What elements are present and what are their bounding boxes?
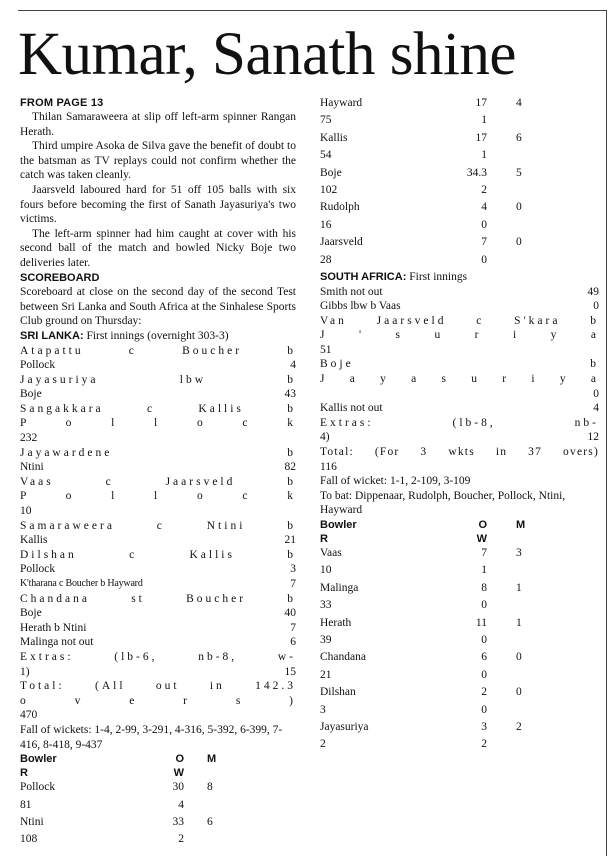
bowler-maidens: 4 <box>516 97 522 109</box>
sl-fall-of-wickets: Fall of wickets: 1-4, 2-99, 3-291, 4-316, 5-392, 6-399, 7-416, 8-418, 9-437 <box>20 723 283 751</box>
sa-bowling-table-cont <box>320 96 599 270</box>
batting-entry <box>20 577 296 592</box>
batting-row <box>320 285 599 300</box>
batting-row <box>20 533 296 548</box>
total-runs: 470 <box>20 709 38 722</box>
bowler-runs: 108 <box>20 833 38 846</box>
bowling-header-2 <box>20 766 296 780</box>
batting-entry <box>20 621 296 636</box>
team-name: SOUTH AFRICA: <box>320 270 407 283</box>
scoreboard-heading: SCOREBOARD <box>20 271 100 284</box>
dismissal-bowler: Pollock <box>20 359 56 372</box>
left-column <box>20 96 296 850</box>
bowler-wickets: 4 <box>178 798 184 811</box>
batting-row <box>20 577 296 592</box>
batting-entry <box>20 373 296 402</box>
sa-total <box>320 445 599 474</box>
batsman-runs: 3 <box>290 563 296 576</box>
bowling-row <box>320 650 599 667</box>
extras-runs: 15 <box>284 665 296 678</box>
bowler-overs: 17 <box>475 97 487 109</box>
bowler-runs: 3 <box>320 703 326 716</box>
batsman-dismissal: Herath b Ntini <box>20 621 87 634</box>
bowling-row <box>320 96 599 113</box>
batsman-runs: 6 <box>290 636 296 649</box>
bowling-header-2 <box>320 532 599 546</box>
batting-row <box>320 299 599 314</box>
runs-col-label: R <box>320 533 328 545</box>
bowling-row-2 <box>320 113 599 130</box>
bowling-row-2 <box>320 598 599 615</box>
article-paragraph: The left-arm spinner had him caught at cover with his second ball of the match and bowled Nicky Boje two deliveries later. <box>20 227 296 269</box>
batsman-runs: 7 <box>290 621 296 634</box>
bowling-row-2 <box>320 218 599 235</box>
sl-batting-list <box>20 344 296 650</box>
total-runs: 116 <box>320 460 337 473</box>
batting-entry <box>20 402 296 446</box>
batsman-runs: 0 <box>593 300 599 313</box>
sa-bowling-rows <box>20 780 296 850</box>
dismissal-bowler: Boje <box>20 607 42 620</box>
bowler-name: Pollock <box>20 781 56 794</box>
sa-extras <box>320 416 599 445</box>
bowling-row-2 <box>20 798 296 815</box>
team-name: SRI LANKA: <box>20 329 84 342</box>
batsman-dismissal: Jayasuriya lbw b <box>20 373 296 386</box>
bowler-wickets: 2 <box>481 738 487 751</box>
sa-bowling-rows-cont <box>320 96 599 270</box>
batting-row <box>20 635 296 650</box>
sa-innings-heading <box>320 270 599 285</box>
bowler-maidens: 3 <box>516 547 522 559</box>
article-paragraph: Thilan Samaraweera at slip off left-arm spinner Rangan Herath. <box>20 111 296 138</box>
batting-entry <box>20 519 296 548</box>
bowling-row-2 <box>320 253 599 270</box>
batsman-dismissal: Kallis not out <box>320 402 383 415</box>
extras-cont: 4) <box>320 431 330 444</box>
batting-entry <box>20 592 296 621</box>
bowler-name: Rudolph <box>320 201 360 214</box>
bowling-row-2 <box>320 563 599 580</box>
total-line: Total: (For 3 wkts in 37 overs) <box>320 446 599 459</box>
dismissal-bowler: Ntini <box>20 461 44 474</box>
bowler-wickets: 0 <box>481 599 487 612</box>
bowler-runs: 10 <box>320 564 332 577</box>
batsman-dismissal: Gibbs lbw b Vaas <box>320 300 401 313</box>
batsman-runs: 4 <box>290 359 296 372</box>
batsman-dismissal: Atapattu c Boucher b <box>20 344 296 357</box>
bowler-name: Boje <box>320 166 342 179</box>
batsman-dismissal: Van Jaarsveld c S'kara b <box>320 314 599 327</box>
bowler-overs: 33 <box>172 815 184 828</box>
batting-row <box>20 621 296 636</box>
sl-innings-heading <box>20 329 296 344</box>
overs-col-label: O <box>175 753 184 766</box>
bowler-wickets: 1 <box>481 149 487 162</box>
bowling-row <box>320 720 599 737</box>
batsman-runs: 49 <box>587 285 599 298</box>
bowler-runs: 75 <box>320 114 332 127</box>
bowler-runs: 81 <box>20 798 32 811</box>
dismissal-bowler: P o l l o c k <box>20 417 296 430</box>
batting-entry <box>20 635 296 650</box>
bowler-col-label: Bowler <box>320 519 357 531</box>
bowler-maidens: 8 <box>207 781 213 794</box>
bowler-runs: 28 <box>320 253 332 266</box>
bowler-maidens: 0 <box>516 236 522 249</box>
top-rule <box>18 10 606 11</box>
bowler-name: Hayward <box>320 97 363 109</box>
bowler-name: Jayasuriya <box>320 720 369 733</box>
bowler-overs: 6 <box>481 651 487 664</box>
bowler-runs: 21 <box>320 668 332 681</box>
bowler-runs: 2 <box>320 738 326 751</box>
batting-entry <box>20 548 296 577</box>
batting-row <box>20 460 296 475</box>
bowler-overs: 8 <box>481 581 487 594</box>
batsman-runs: 0 <box>593 387 599 400</box>
scoreboard-intro: Scoreboard at close on the second day of the second Test between Sri Lanka and South Africa at the Sinhalese Sports Club ground on Thursday: <box>20 286 296 328</box>
batsman-dismissal: Samaraweera c Ntini b <box>20 519 296 532</box>
bowling-row <box>320 200 599 217</box>
bowler-overs: 17 <box>475 131 487 144</box>
bowler-overs: 7 <box>481 547 487 559</box>
bowler-maidens: 2 <box>516 720 522 733</box>
extras-line: Extras: (lb-6, nb-8, w- <box>20 650 296 663</box>
batting-entry <box>320 357 599 401</box>
batsman-dismissal: Chandana st Boucher b <box>20 592 296 605</box>
bowling-header <box>20 752 296 766</box>
bowler-overs: 11 <box>475 616 487 629</box>
batting-row <box>20 387 296 402</box>
article-paragraph: Jaarsveld laboured hard for 51 off 105 balls with six fours before becoming the first of Sanath Jayasuriya's two victims. <box>20 183 296 226</box>
innings-desc: First innings (overnight 303-3) <box>86 329 229 342</box>
batsman-runs: 4 <box>593 402 599 415</box>
bowler-maidens: 1 <box>516 616 522 629</box>
article-paragraph: Third umpire Asoka de Silva gave the benefit of doubt to the batsman as TV replays could not confirm whether the catch was taken cleanly. <box>20 140 296 182</box>
batting-row <box>20 431 296 446</box>
bowling-row <box>320 235 599 252</box>
bowler-overs: 30 <box>172 781 184 794</box>
sa-batting-list <box>320 285 599 416</box>
batsman-dismissal: Malinga not out <box>20 636 94 649</box>
batting-row <box>20 358 296 373</box>
bowler-overs: 34.3 <box>466 166 487 179</box>
batsman-runs: 40 <box>284 607 296 620</box>
bowler-name: Dilshan <box>320 686 356 699</box>
batting-row <box>320 387 599 402</box>
extras-line: Extras: (lb-8, nb- <box>320 416 599 429</box>
batting-row <box>20 504 296 519</box>
sl-total <box>20 679 296 723</box>
bowler-wickets: 0 <box>481 218 487 231</box>
bowler-name: Kallis <box>320 131 348 144</box>
bowler-maidens: 6 <box>207 815 213 828</box>
batsman-dismissal: Jayawardene b <box>20 446 296 459</box>
bowler-maidens: 1 <box>516 581 522 594</box>
bowler-maidens: 0 <box>516 686 522 699</box>
extras-runs-row <box>20 665 296 680</box>
bowler-wickets: 2 <box>178 833 184 846</box>
batsman-runs: 51 <box>320 343 332 356</box>
sl-bowling-rows <box>320 546 599 755</box>
bowling-row-2 <box>320 148 599 165</box>
runs-col-label: R <box>20 767 28 780</box>
wickets-col-label: W <box>173 767 184 780</box>
bowler-maidens: 6 <box>516 131 522 144</box>
kicker: FROM PAGE 13 <box>20 97 104 109</box>
bowling-row <box>320 131 599 148</box>
right-rule <box>606 10 607 856</box>
bowling-row-2 <box>320 737 599 754</box>
dismissal-bowler: J a y a s u r i y a <box>320 373 599 386</box>
batting-row <box>320 343 599 358</box>
innings-desc: First innings <box>409 270 468 283</box>
bowling-row-2 <box>320 703 599 720</box>
batting-entry <box>320 314 599 358</box>
batting-entry <box>320 299 599 314</box>
bowler-maidens: 5 <box>516 166 522 179</box>
extras-runs: 12 <box>587 431 599 444</box>
sa-fall-of-wickets: Fall of wicket: 1-1, 2-109, 3-109 <box>320 475 471 488</box>
bowler-wickets: 1 <box>481 114 487 127</box>
bowler-runs: 33 <box>320 599 332 612</box>
dismissal-bowler: Pollock <box>20 563 56 576</box>
bowling-row <box>320 166 599 183</box>
bowler-name: Chandana <box>320 651 366 664</box>
batting-entry <box>20 344 296 373</box>
batsman-runs: 43 <box>284 388 296 401</box>
dismissal-bowler: Boje <box>20 388 42 401</box>
batting-entry <box>320 401 599 416</box>
bowler-name: Jaarsveld <box>320 236 363 249</box>
batting-entry <box>320 285 599 300</box>
bowler-overs: 2 <box>481 686 487 699</box>
bowler-runs: 39 <box>320 633 332 646</box>
bowler-overs: 4 <box>481 201 487 214</box>
to-bat: To bat: Dippenaar, Rudolph, Boucher, Pollock, Ntini, Hayward <box>320 489 566 517</box>
right-column <box>320 96 599 755</box>
bowler-maidens: 0 <box>516 651 522 664</box>
bowler-wickets: 0 <box>481 703 487 716</box>
extras-cont: 1) <box>20 665 30 678</box>
batsman-runs: 21 <box>284 534 296 547</box>
batsman-dismissal: Vaas c Jaarsveld b <box>20 475 296 488</box>
bowler-runs: 102 <box>320 183 338 196</box>
bowling-row <box>320 616 599 633</box>
extras-runs-row <box>320 430 599 445</box>
dismissal-bowler: J ' s u r i y a <box>320 329 599 342</box>
batsman-dismissal: Smith not out <box>320 285 383 298</box>
bowling-header <box>320 518 599 532</box>
sl-extras <box>20 650 296 679</box>
batting-row <box>20 606 296 621</box>
headline: Kumar, Sanath shine <box>18 21 516 88</box>
bowling-row <box>20 780 296 797</box>
bowler-wickets: 0 <box>481 668 487 681</box>
maidens-col-label: M <box>516 519 526 531</box>
bowler-overs: 3 <box>481 720 487 733</box>
bowling-row <box>20 815 296 832</box>
bowler-col-label: Bowler <box>20 753 57 766</box>
bowler-name: Vaas <box>320 547 342 559</box>
bowling-row <box>320 581 599 598</box>
bowling-row-2 <box>320 668 599 685</box>
batsman-dismissal: Sangakkara c Kallis b <box>20 402 296 415</box>
batting-entry <box>20 446 296 475</box>
bowling-row <box>320 685 599 702</box>
sl-bowling-table <box>320 518 599 755</box>
bowler-runs: 16 <box>320 218 332 231</box>
bowler-wickets: 2 <box>481 183 487 196</box>
total-line: Total: (All out in 142.3 <box>20 680 296 693</box>
batsman-runs: 82 <box>284 461 296 474</box>
bowler-wickets: 0 <box>481 633 487 646</box>
sa-bowling-table <box>20 752 296 850</box>
maidens-col-label: M <box>207 753 217 766</box>
bowler-name: Herath <box>320 616 352 629</box>
bowler-maidens: 0 <box>516 201 522 214</box>
bowler-wickets: 1 <box>481 564 487 577</box>
batsman-dismissal: Dilshan c Kallis b <box>20 548 296 561</box>
total-cont: o v e r s ) <box>20 694 296 707</box>
bowling-row-2 <box>20 832 296 849</box>
bowling-row-2 <box>320 183 599 200</box>
bowler-wickets: 0 <box>481 253 487 266</box>
bowler-overs: 7 <box>481 236 487 249</box>
bowler-runs: 54 <box>320 149 332 162</box>
dismissal-bowler: Kallis <box>20 534 48 547</box>
bowler-name: Malinga <box>320 581 359 594</box>
batsman-runs: 7 <box>290 578 296 590</box>
batsman-runs: 10 <box>20 505 32 518</box>
bowler-name: Ntini <box>20 815 44 828</box>
batting-entry <box>20 475 296 519</box>
batting-row <box>20 562 296 577</box>
batsman-runs: 232 <box>20 432 38 445</box>
batsman-dismissal: K'tharana c Boucher b Hayward <box>20 578 143 589</box>
overs-col-label: O <box>478 519 487 531</box>
dismissal-bowler: P o l l o c k <box>20 490 296 503</box>
wickets-col-label: W <box>476 533 487 545</box>
batsman-dismissal: Boje b <box>320 358 599 371</box>
bowling-row-2 <box>320 633 599 650</box>
batting-row <box>320 401 599 416</box>
bowling-row <box>320 546 599 563</box>
